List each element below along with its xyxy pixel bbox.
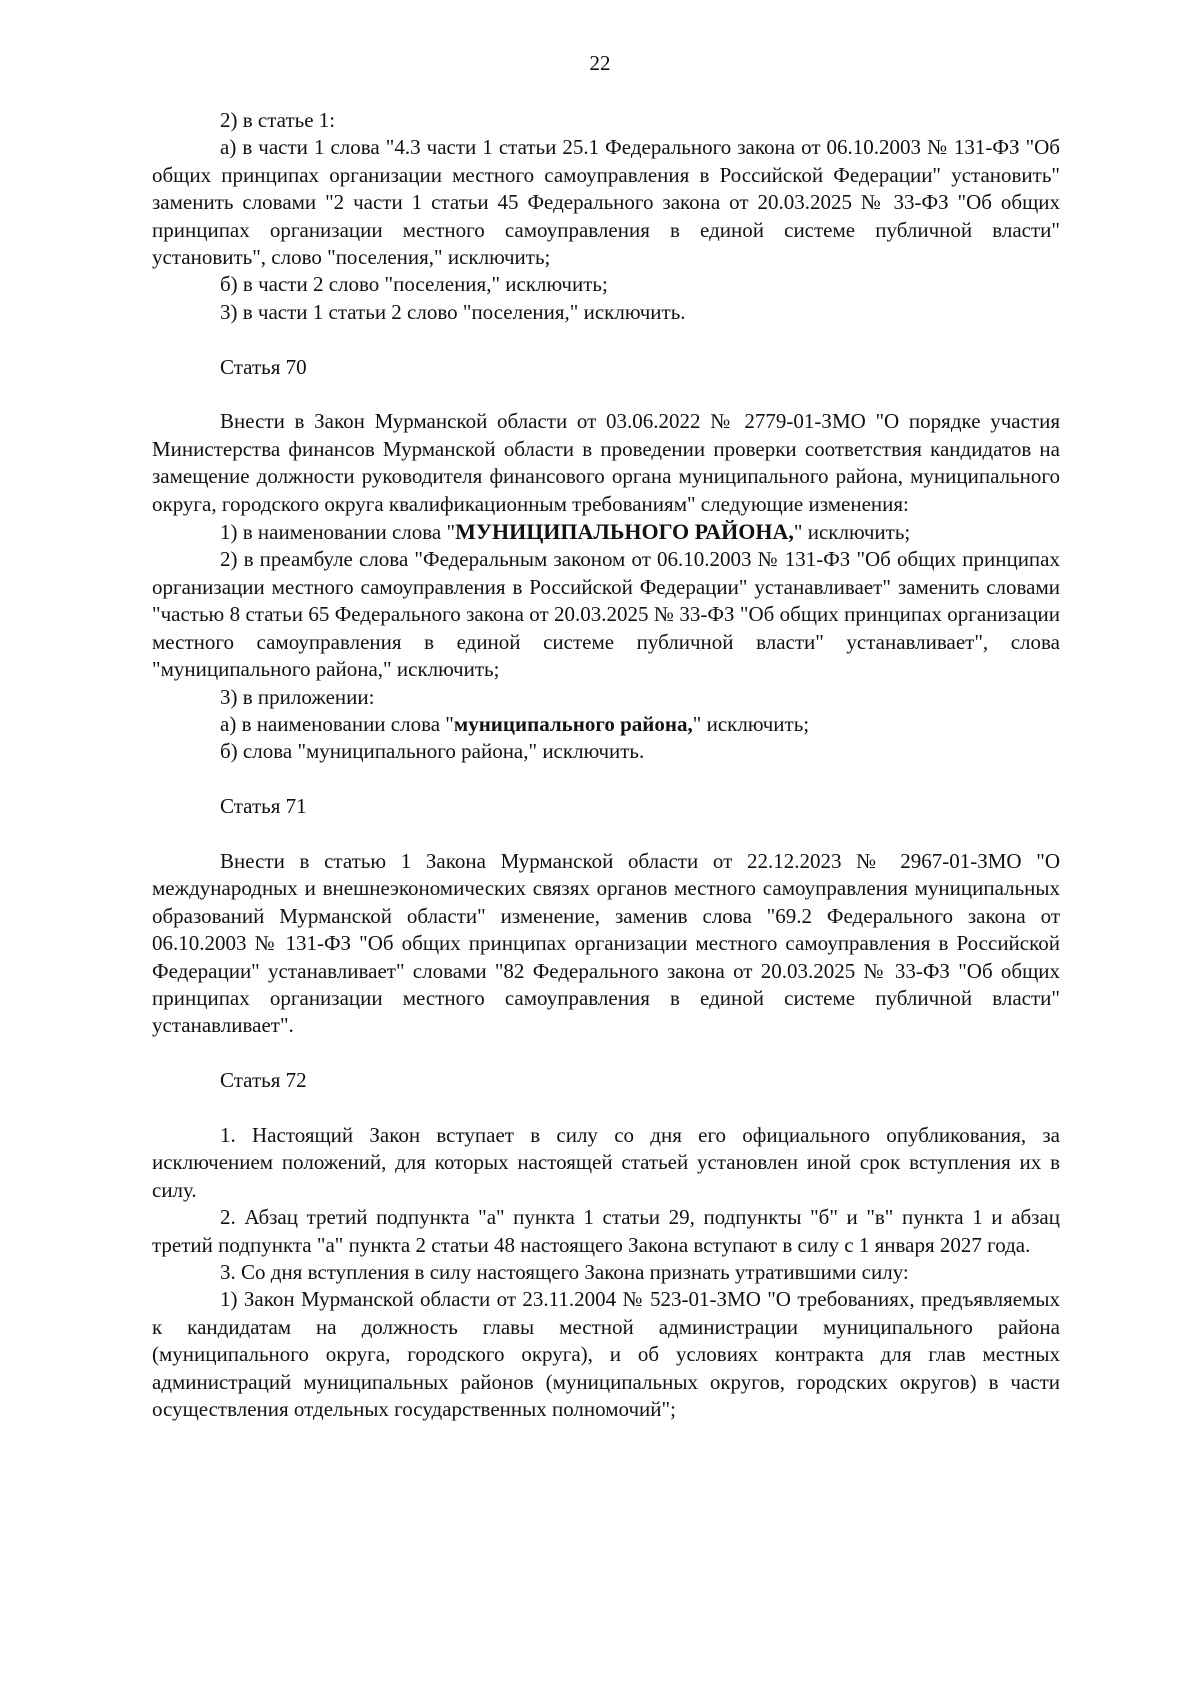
article-72-p2: 2. Абзац третий подпункта "а" пункта 1 статьи 29, подпункты "б" и "в" пункта 1 и абзац третий подпункта "а" пункта 2 статьи 48 настоящего Закона вступают в силу с 1 января 2027 года. xyxy=(152,1205,1060,1257)
bold-phrase: МУНИЦИПАЛЬНОГО РАЙОНА, xyxy=(455,519,794,545)
paragraph-article1-b: б) в части 2 слово "поселения," исключить; xyxy=(220,272,608,297)
article-72-p1: 1. Настоящий Закон вступает в силу со дня его официального опубликования, за исключением положений, для которых настоящей статьей установлен иной срок вступления их в силу. xyxy=(152,1122,1060,1202)
text-segment: 1) в наименовании слова " xyxy=(220,520,456,545)
text-segment: " исключить; xyxy=(793,520,911,545)
article-72-p4: 1) Закон Мурманской области от 23.11.2004 № 523-01-ЗМО "О требованиях, предъявляемых к кандидатам на должность главы местной администрации муниципального района (муниципального округа, городского округа), и об условиях контракта для глав местных администраций муниципальных районов (муниципальных округов, городских округов) в части осуществления отдельных государственных полномочий"; xyxy=(152,1287,1060,1421)
paragraph-article1-a: а) в части 1 слова "4.3 части 1 статьи 25.1 Федерального закона от 06.10.2003 № 131-ФЗ "Об общих принципах организации местного самоуправления в Российской Федерации" установить" заменить словами "2 части 1 статьи 45 Федерального закона от 20.03.2025 № 33-ФЗ "Об общих принципах организации местного самоуправления в единой системе публичной власти" установить", слово "поселения," исключить; xyxy=(152,135,1060,270)
article-70-item3: 3) в приложении: xyxy=(220,684,375,709)
article-71-heading: Статья 71 xyxy=(220,794,307,819)
article-71-text: Внести в статью 1 Закона Мурманской области от 22.12.2023 № 2967-01-ЗМО "О международных и внешнеэкономических связях органов местного самоуправления муниципальных образований Мурманской области" изменение, заменив слова "69.2 Федерального закона от 06.10.2003 № 131-ФЗ "Об общих принципах организации местного самоуправления в Российской Федерации" устанавливает" словами "82 Федерального закона от 20.03.2025 № 33-ФЗ "Об общих принципах организации местного самоуправления в единой системе публичной власти" устанавливает". xyxy=(152,848,1060,1038)
spacer xyxy=(152,766,1060,793)
spacer xyxy=(152,326,1060,353)
spacer xyxy=(152,1040,1060,1067)
article-70-item2: 2) в преамбуле слова "Федеральным законом от 06.10.2003 № 131-ФЗ "Об общих принципах организации местного самоуправления в Российской Федерации" устанавливает" заменить словами "частью 8 статьи 65 Федерального закона от 20.03.2025 № 33-ФЗ "Об общих принципах организации местного самоуправления в единой системе публичной власти" устанавливает", слова "муниципального района," исключить; xyxy=(152,547,1060,682)
page-number: 22 xyxy=(589,51,611,75)
article-70-item3a xyxy=(152,711,1060,738)
article-72-p3: 3. Со дня вступления в силу настоящего Закона признать утратившими силу: xyxy=(220,1259,909,1284)
article-72-heading: Статья 72 xyxy=(220,1068,307,1093)
document-body xyxy=(152,107,1060,1423)
article-70-item3b: б) слова "муниципального района," исключить. xyxy=(220,739,645,764)
paragraph-article1-intro: 2) в статье 1: xyxy=(220,108,336,132)
article-70-item1 xyxy=(152,518,1060,546)
text-segment: " исключить; xyxy=(692,711,810,736)
text-segment: а) в наименовании слова " xyxy=(220,711,454,736)
spacer xyxy=(152,821,1060,848)
bold-phrase: муниципального района, xyxy=(453,711,693,736)
spacer xyxy=(152,381,1060,408)
spacer xyxy=(152,1095,1060,1122)
paragraph-article2-item3: 3) в части 1 статьи 2 слово "поселения," исключить. xyxy=(220,299,686,324)
article-70-intro: Внести в Закон Мурманской области от 03.06.2022 № 2779-01-ЗМО "О порядке участия Министерства финансов Мурманской области в проведении проверки соответствия кандидатов на замещение должности руководителя финансового органа муниципального района, муниципального округа, городского округа квалификационным требованиям" следующие изменения: xyxy=(152,409,1060,516)
article-70-heading: Статья 70 xyxy=(220,354,307,379)
